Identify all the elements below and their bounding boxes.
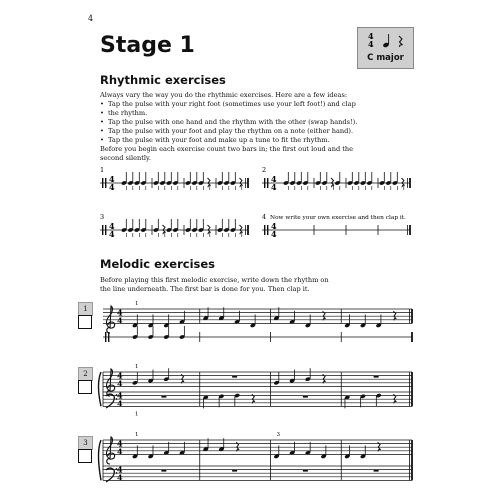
quarter-note-icon (191, 219, 197, 233)
quarter-rest-icon (399, 36, 403, 47)
rhythmic-intro: Always vary the way you do the rhythmic exercises. Here are a few ideas: (100, 91, 348, 99)
quarter-note-icon (296, 172, 302, 186)
melodic-exercise-2-checkbox[interactable] (78, 380, 92, 394)
quarter-note-icon (321, 445, 327, 459)
quarter-note-icon (382, 34, 389, 48)
time-signature-bottom: 4 (271, 182, 277, 192)
quarter-note-icon (273, 445, 279, 459)
time-signature-bottom: 4 (109, 182, 115, 192)
rhythmic-outro-line-2: second silently. (100, 154, 151, 162)
time-signature-top: 4 (117, 390, 123, 401)
time-signature-bottom: 4 (117, 472, 123, 483)
list-item: • the rhythm. (100, 109, 400, 118)
quarter-note-icon (360, 172, 366, 186)
list-item: • Tap the pulse with one hand and the rhythm with the other (swap hands!). (100, 118, 400, 127)
rhythm-exercise-1 (100, 166, 248, 192)
quarter-note-icon (134, 172, 140, 186)
staff (103, 440, 412, 454)
quarter-note-icon (121, 172, 127, 186)
quarter-note-icon (198, 219, 204, 233)
rhythmic-tips-list (100, 100, 400, 145)
quarter-note-icon (302, 172, 308, 186)
time-signature-bottom: 4 (109, 229, 115, 239)
bass-clef-icon (106, 468, 117, 482)
quarter-note-icon (203, 438, 209, 452)
time-signature-top: 4 (109, 174, 115, 184)
quarter-note-icon (172, 219, 178, 233)
finger-number: 1 (135, 432, 139, 438)
melodic-exercise-2-number: 2 (78, 367, 93, 381)
quarter-note-icon (140, 172, 146, 186)
exercise-instruction: Now write your own exercise and then clap it. (270, 215, 406, 221)
quarter-note-icon (148, 445, 154, 459)
quarter-note-icon (132, 445, 138, 459)
quarter-note-icon (315, 172, 321, 186)
melodic-intro-line-2: the line underneath. The first bar is done for you. Then clap it. (100, 285, 310, 293)
quarter-note-icon (360, 445, 366, 459)
quarter-note-icon (230, 219, 236, 233)
quarter-note-icon (230, 172, 236, 186)
finger-number: 3 (276, 432, 280, 438)
time-signature-top: 4 (117, 307, 123, 318)
rhythmic-outro-line-1: Before you begin each exercise count two bars in; the first out loud and the (100, 145, 354, 153)
time-signature-bottom: 4 (271, 229, 277, 239)
quarter-note-icon (198, 172, 204, 186)
page-number: 4 (88, 14, 94, 23)
finger-number: 1 (135, 364, 139, 370)
finger-number: 1 (135, 301, 139, 307)
list-item: • Tap the pulse with your foot and play the rhythm on a note (either hand). (100, 127, 400, 136)
grand-staff-brace-icon (99, 440, 102, 480)
quarter-note-icon (392, 172, 398, 186)
time-signature-top: 4 (117, 370, 123, 381)
rhythmic-heading: Rhythmic exercises (100, 73, 226, 87)
quarter-note-icon (121, 219, 127, 233)
quarter-note-icon (140, 219, 146, 233)
quarter-note-icon (217, 172, 223, 186)
stage-key-box (357, 27, 414, 69)
quarter-rest-icon (236, 442, 239, 451)
time-signature-top: 4 (109, 221, 115, 231)
quarter-rest-icon (378, 442, 381, 451)
quarter-note-icon (179, 442, 185, 456)
exercise-number: 2 (262, 166, 267, 174)
list-item: • Tap the pulse with your right foot (sometimes use your left foot!) and clap (100, 100, 400, 109)
melodic-exercise-1-number: 1 (78, 302, 93, 316)
quarter-note-icon (347, 172, 353, 186)
quarter-note-icon (163, 442, 169, 456)
quarter-note-icon (166, 172, 172, 186)
stage-rhythm-icons (358, 28, 413, 52)
quarter-note-icon (283, 172, 289, 186)
quarter-note-icon (385, 172, 391, 186)
quarter-note-icon (191, 172, 197, 186)
quarter-note-icon (289, 172, 295, 186)
staff (103, 466, 412, 480)
quarter-note-icon (289, 442, 295, 456)
exercise-number: 1 (100, 166, 105, 174)
whole-rest-icon (161, 470, 166, 472)
whole-rest-icon (303, 470, 308, 472)
melodic-exercise-1-checkbox[interactable] (78, 315, 92, 329)
quarter-note-icon (366, 172, 372, 186)
quarter-note-icon (334, 172, 340, 186)
time-signature-bottom: 4 (117, 398, 123, 409)
treble-clef-icon (107, 437, 115, 464)
quarter-note-icon (127, 172, 133, 186)
key-label: C major (367, 53, 404, 63)
time-signature-top: 4 (271, 174, 277, 184)
rhythm-exercise-4 (262, 213, 410, 239)
quarter-note-icon (153, 219, 159, 233)
time-signature-bottom: 4 (117, 446, 123, 457)
quarter-note-icon (172, 172, 178, 186)
time-signature-top: 4 (271, 221, 277, 231)
time-signature-bottom: 4 (117, 378, 123, 389)
quarter-note-icon (159, 172, 165, 186)
exercise-number: 4 (262, 213, 267, 221)
quarter-note-icon (223, 172, 229, 186)
quarter-note-icon (379, 172, 385, 186)
quarter-note-icon (321, 172, 327, 186)
quarter-note-icon (305, 442, 311, 456)
quarter-note-icon (185, 172, 191, 186)
quarter-note-icon (353, 172, 359, 186)
page-title: Stage 1 (100, 33, 195, 58)
melodic-exercise-3 (99, 432, 413, 483)
quarter-note-icon (218, 438, 224, 452)
melodic-exercise-3-number: 3 (78, 436, 93, 450)
melodic-intro-line-1: Before playing this first melodic exercise, write down the rhythm on (100, 276, 329, 284)
finger-number: 1 (135, 411, 139, 418)
exercise-number: 3 (100, 213, 105, 221)
quarter-note-icon (153, 172, 159, 186)
time-signature-bottom: 4 (368, 39, 374, 49)
whole-rest-icon (232, 470, 237, 472)
time-signature-icon (368, 31, 374, 49)
quarter-note-icon (134, 219, 140, 233)
quarter-note-icon (127, 219, 133, 233)
melodic-heading: Melodic exercises (100, 257, 216, 271)
whole-rest-icon (374, 470, 379, 472)
time-signature-bottom: 4 (117, 315, 123, 326)
quarter-note-icon (217, 219, 223, 233)
rhythm-exercise-2 (262, 166, 410, 192)
quarter-note-icon (185, 219, 191, 233)
melodic-exercise-3-checkbox[interactable] (78, 449, 92, 463)
quarter-note-icon (344, 445, 350, 459)
quarter-note-icon (223, 219, 229, 233)
time-signature-top: 4 (368, 31, 374, 41)
quarter-note-icon (166, 219, 172, 233)
rhythm-exercise-3 (100, 213, 248, 239)
time-signature-top: 4 (117, 464, 123, 475)
time-signature-top: 4 (117, 438, 123, 449)
list-item: • Tap the pulse with your foot and make up a tune to fit the rhythm. (100, 136, 400, 145)
